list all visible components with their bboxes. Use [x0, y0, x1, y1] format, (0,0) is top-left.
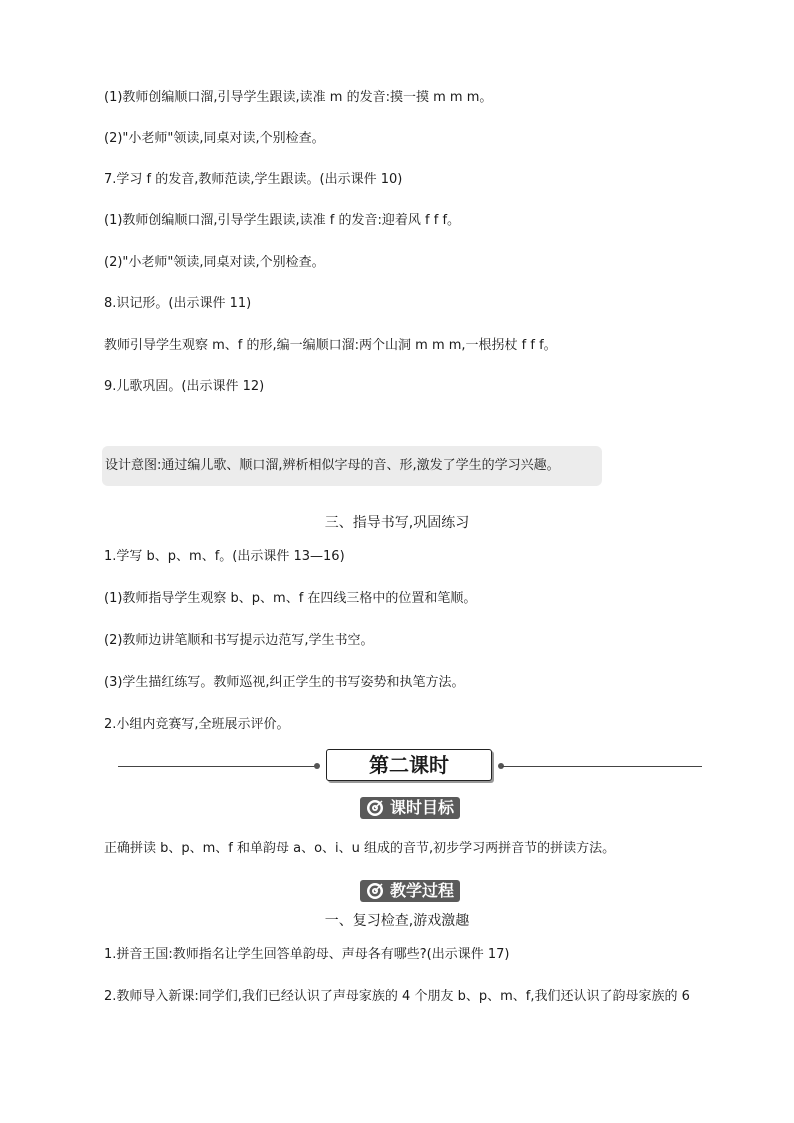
design-intent-box — [102, 446, 602, 486]
section-3-heading: 三、指导书写,巩固练习 — [324, 515, 470, 531]
design-intent-text: 设计意图:通过编儿歌、顺口溜,辨析相似字母的音、形,激发了学生的学习兴趣。 — [105, 458, 560, 473]
goal-tag-label: 课时目标 — [390, 798, 455, 817]
target-icon — [366, 882, 384, 900]
line-5: (2)"小老师"领读,同桌对读,个别检查。 — [104, 255, 325, 270]
line-4: (1)教师创编顺口溜,引导学生跟读,读准 f 的发音:迎着风 f f f。 — [104, 213, 461, 228]
line-3: 7.学习 f 的发音,教师范读,学生跟读。(出示课件 10) — [104, 172, 403, 187]
lesson-title-box — [326, 749, 492, 781]
section-3-line-3: (2)教师边讲笔顺和书写提示边范写,学生书空。 — [104, 633, 374, 648]
part-1-line-1: 1.拼音王国:教师指名让学生回答单韵母、声母各有哪些?(出示课件 17) — [104, 947, 510, 962]
section-3-line-1: 1.学写 b、p、m、f。(出示课件 13—16) — [104, 549, 345, 564]
section-3-line-2: (1)教师指导学生观察 b、p、m、f 在四线三格中的位置和笔顺。 — [104, 591, 477, 606]
lesson-divider-left-dot — [314, 763, 320, 769]
target-icon — [366, 799, 384, 817]
lesson-divider-left — [118, 766, 318, 767]
goal-text: 正确拼读 b、p、m、f 和单韵母 a、o、i、u 组成的音节,初步学习两拼音节的拼读方法。 — [104, 841, 616, 856]
lesson-divider-right — [502, 766, 702, 767]
line-1: (1)教师创编顺口溜,引导学生跟读,读准 m 的发音:摸一摸 m m m。 — [104, 90, 493, 105]
process-tag — [360, 880, 460, 902]
process-tag-label: 教学过程 — [390, 881, 455, 900]
section-3-line-4: (3)学生描红练写。教师巡视,纠正学生的书写姿势和执笔方法。 — [104, 675, 465, 690]
section-3-line-5: 2.小组内竞赛写,全班展示评价。 — [104, 717, 290, 732]
lesson-title: 第二课时 — [369, 753, 449, 777]
goal-tag — [360, 797, 460, 819]
line-7: 教师引导学生观察 m、f 的形,编一编顺口溜:两个山洞 m m m,一根拐杖 f f f。 — [104, 338, 557, 353]
part-1-line-2: 2.教师导入新课:同学们,我们已经认识了声母家族的 4 个朋友 b、p、m、f,我们还认识了韵母家族的 6 — [104, 989, 690, 1004]
line-6: 8.识记形。(出示课件 11) — [104, 296, 252, 311]
part-1-heading: 一、复习检查,游戏激趣 — [324, 913, 470, 929]
line-2: (2)"小老师"领读,同桌对读,个别检查。 — [104, 131, 325, 146]
line-8: 9.儿歌巩固。(出示课件 12) — [104, 379, 265, 394]
